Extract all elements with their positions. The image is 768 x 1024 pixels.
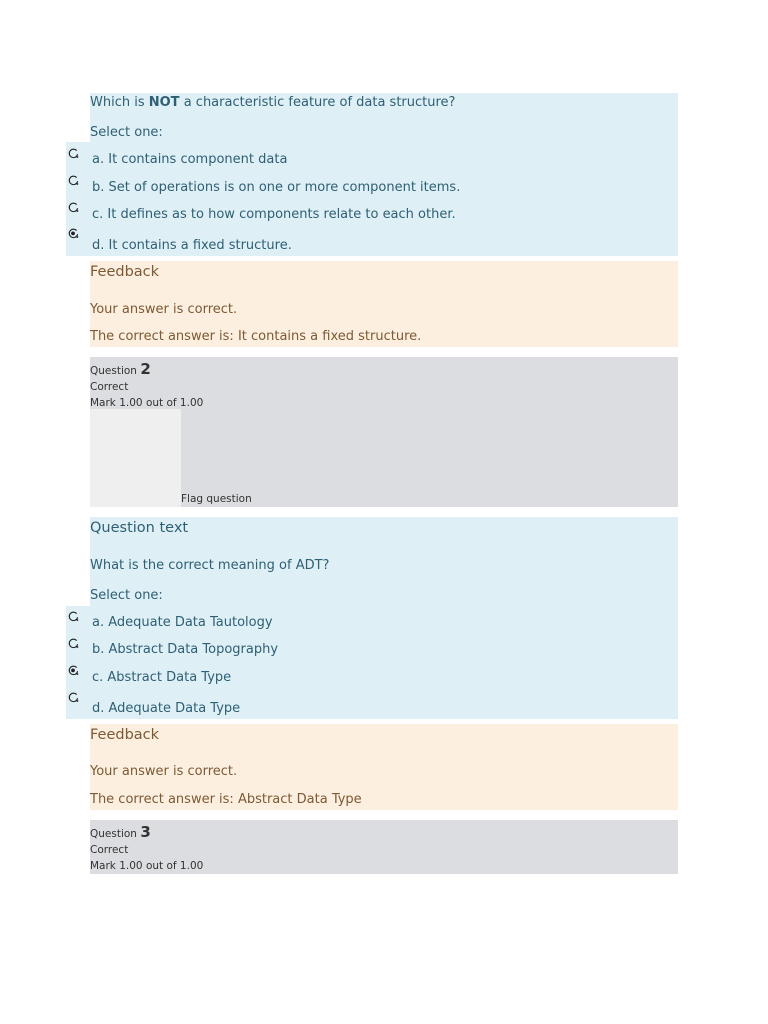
q1-option-c-radio[interactable]: [68, 202, 79, 213]
question-1-prompt: Which is NOT a characteristic feature of data structure?: [90, 95, 456, 110]
q2-option-c-radio-selected[interactable]: [68, 665, 79, 676]
select-one-label: Select one:: [90, 588, 163, 603]
q1-option-c-label[interactable]: c. It defines as to how components relate to each other.: [92, 207, 456, 222]
feedback-heading: Feedback: [90, 264, 160, 280]
question-2-text-panel: [90, 517, 678, 719]
question-mark: Mark 1.00 out of 1.00: [90, 860, 204, 872]
feedback-result: Your answer is correct.: [90, 764, 238, 779]
feedback-result: Your answer is correct.: [90, 302, 238, 317]
question-1-text-panel: [90, 93, 678, 256]
feedback-heading: Feedback: [90, 727, 160, 743]
question-3-info-panel: [90, 820, 678, 874]
feedback-1-panel: [90, 261, 678, 347]
q1-option-b-radio[interactable]: [68, 175, 79, 186]
q1-option-d-radio-selected[interactable]: [68, 228, 79, 239]
q2-option-a-radio[interactable]: [68, 611, 79, 622]
q1-option-d-label[interactable]: d. It contains a fixed structure.: [92, 238, 292, 253]
select-one-label: Select one:: [90, 125, 163, 140]
flag-question-link[interactable]: Flag question: [181, 493, 252, 505]
feedback-correct-answer: The correct answer is: It contains a fixed structure.: [90, 329, 422, 344]
question-number-label: Question 3: [90, 823, 151, 841]
q1-option-a-label[interactable]: a. It contains component data: [92, 152, 288, 167]
flag-question-box[interactable]: [90, 409, 181, 507]
q1-option-a-radio[interactable]: [68, 148, 79, 159]
question-text-heading: Question text: [90, 520, 189, 536]
question-2-info-panel: [90, 357, 678, 507]
q2-option-a-label[interactable]: a. Adequate Data Tautology: [92, 615, 273, 630]
feedback-correct-answer: The correct answer is: Abstract Data Type: [90, 792, 362, 807]
question-status: Correct: [90, 381, 129, 393]
question-status: Correct: [90, 844, 129, 856]
question-mark: Mark 1.00 out of 1.00: [90, 397, 204, 409]
question-2-prompt: What is the correct meaning of ADT?: [90, 558, 330, 573]
q2-option-d-radio[interactable]: [68, 692, 79, 703]
q2-option-d-label[interactable]: d. Adequate Data Type: [92, 701, 241, 716]
q1-option-b-label[interactable]: b. Set of operations is on one or more component items.: [92, 180, 461, 195]
question-number-label: Question 2: [90, 360, 151, 378]
feedback-2-panel: [90, 724, 678, 810]
q2-option-b-radio[interactable]: [68, 638, 79, 649]
q2-option-b-label[interactable]: b. Abstract Data Topography: [92, 642, 279, 657]
q2-option-c-label[interactable]: c. Abstract Data Type: [92, 670, 232, 685]
